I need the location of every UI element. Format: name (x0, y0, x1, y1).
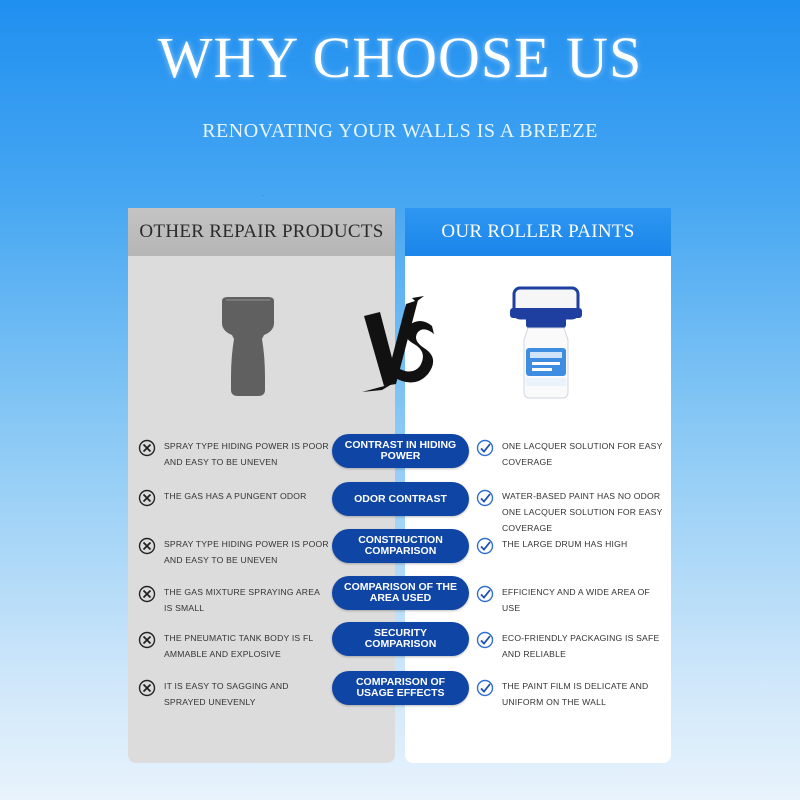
drawback-text: THE PNEUMATIC TANK BODY IS FL AMMABLE AND EXPLOSIVE (164, 633, 314, 659)
other-product-drawback (138, 584, 330, 634)
benefit-text: THE PAINT FILM IS DELICATE AND UNIFORM ON THE WALL (502, 681, 649, 707)
comparison-label: ODOR CONTRAST (332, 482, 469, 516)
comparison-label: CONSTRUCTION COMPARISON (332, 529, 469, 563)
our-product-benefit (476, 630, 664, 680)
check-circle-icon (476, 631, 494, 649)
x-circle-icon (138, 631, 156, 649)
vs-graphic (262, 196, 442, 396)
roller-paint-bottle-icon (510, 286, 582, 402)
page-subtitle: RENOVATING YOUR WALLS IS A BREEZE (202, 120, 598, 142)
our-product-benefit (476, 488, 664, 538)
other-product-drawback (138, 630, 330, 680)
check-circle-icon (476, 585, 494, 603)
our-product-benefit (476, 536, 664, 586)
check-circle-icon (476, 537, 494, 555)
other-product-drawback (138, 678, 330, 728)
our-product-benefit (476, 584, 664, 634)
other-product-drawback (138, 438, 330, 488)
drawback-text: IT IS EASY TO SAGGING AND SPRAYED UNEVENLY (164, 681, 289, 707)
benefit-text: ECO-FRIENDLY PACKAGING IS SAFE AND RELIABLE (502, 633, 660, 659)
check-circle-icon (476, 439, 494, 457)
benefit-text: THE LARGE DRUM HAS HIGH (502, 539, 628, 549)
comparison-label: CONTRAST IN HIDING POWER (332, 434, 469, 468)
x-circle-icon (138, 489, 156, 507)
check-circle-icon (476, 489, 494, 507)
comparison-label: COMPARISON OF THE AREA USED (332, 576, 469, 610)
x-circle-icon (138, 439, 156, 457)
drawback-text: SPRAY TYPE HIDING POWER IS POOR AND EASY TO BE UNEVEN (164, 441, 329, 467)
other-product-drawback (138, 536, 330, 586)
drawback-text: THE GAS HAS A PUNGENT ODOR (164, 491, 307, 501)
x-circle-icon (138, 585, 156, 603)
page-title: WHY CHOOSE US (157, 25, 643, 90)
x-circle-icon (138, 537, 156, 555)
comparison-label: COMPARISON OF USAGE EFFECTS (332, 671, 469, 705)
benefit-text: ONE LACQUER SOLUTION FOR EASY COVERAGE (502, 441, 663, 467)
drawback-text: THE GAS MIXTURE SPRAYING AREA IS SMALL (164, 587, 320, 613)
x-circle-icon (138, 679, 156, 697)
our-product-benefit (476, 438, 664, 488)
benefit-text: WATER-BASED PAINT HAS NO ODOR ONE LACQUER SOLUTION FOR EASY COVERAGE (502, 491, 663, 533)
vs-label: VS (262, 196, 264, 197)
spray-gun-icon (218, 297, 278, 397)
comparison-label: SECURITY COMPARISON (332, 622, 469, 656)
other-products-title: OTHER REPAIR PRODUCTS (128, 208, 395, 256)
benefit-text: EFFICIENCY AND A WIDE AREA OF USE (502, 587, 650, 613)
our-product-benefit (476, 678, 664, 728)
our-products-title: OUR ROLLER PAINTS (405, 208, 671, 256)
other-product-drawback (138, 488, 330, 538)
check-circle-icon (476, 679, 494, 697)
drawback-text: SPRAY TYPE HIDING POWER IS POOR AND EASY TO BE UNEVEN (164, 539, 329, 565)
